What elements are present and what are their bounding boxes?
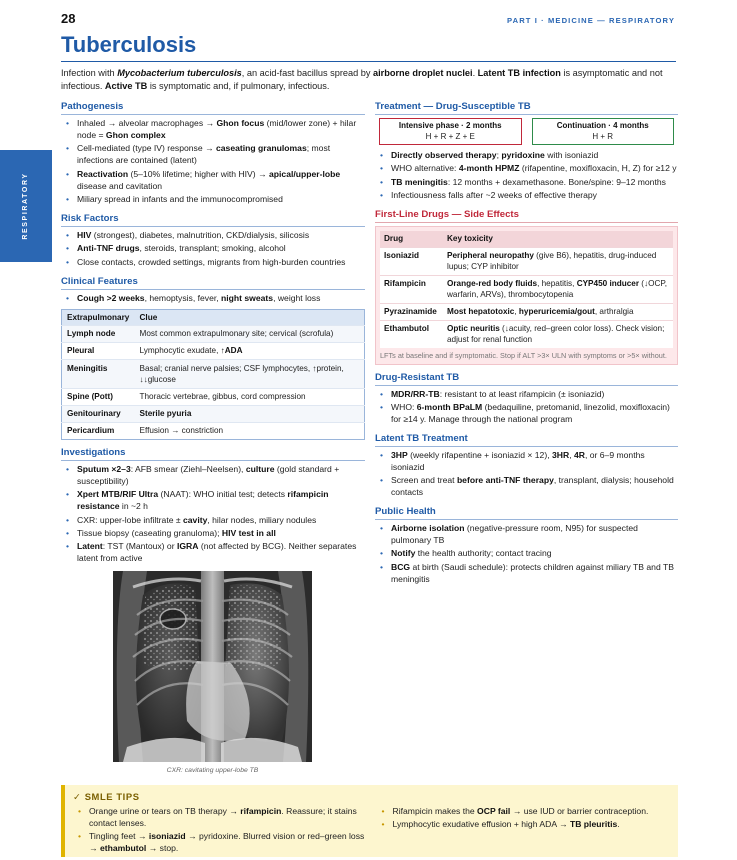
- list-item: • Cell-mediated (type IV) response → caseating granulomas; most infections are contained (latent): [61, 143, 365, 167]
- list-item: • Inhaled → alveolar macrophages → Ghon focus (mid/lower zone) + hilar node = Ghon complex: [61, 118, 365, 142]
- list-item: • Airborne isolation (negative-pressure room, N95) for suspected pulmonary TB: [375, 523, 678, 547]
- left-column: [61, 100, 365, 571]
- investigations-heading: Investigations: [61, 446, 365, 461]
- list-item: • HIV (strongest), diabetes, malnutrition, CKD/dialysis, silicosis: [61, 230, 365, 242]
- table-row: Isoniazid Peripheral neuropathy (give B6), hepatitis, drug-induced lupus; CYP inhibitor: [380, 247, 673, 275]
- pathogenesis-heading: Pathogenesis: [61, 100, 365, 115]
- section-label: PART I · MEDICINE — RESPIRATORY: [507, 16, 675, 25]
- list-item: • Notify the health authority; contact tracing: [375, 548, 678, 560]
- first-line-heading: First-Line Drugs — Side Effects: [375, 208, 678, 223]
- list-item: • Screen and treat before anti-TNF therapy, transplant, dialysis; household contacts: [375, 475, 678, 499]
- continuation-phase-box: Continuation · 4 months H + R: [532, 118, 675, 145]
- list-item: • Miliary spread in infants and the immunocompromised: [61, 194, 365, 206]
- table-row: Pyrazinamide Most hepatotoxic, hyperuricemia/gout, arthralgia: [380, 303, 673, 320]
- treatment-heading: Treatment — Drug-Susceptible TB: [375, 100, 678, 115]
- list-item: • Lymphocytic exudative effusion + high ADA → TB pleuritis.: [377, 819, 671, 831]
- list-item: • Rifampicin makes the OCP fail → use IUD or barrier contraception.: [377, 806, 671, 818]
- latent-treatment-heading: Latent TB Treatment: [375, 432, 678, 447]
- list-item: • Infectiousness falls after ~2 weeks of effective therapy: [375, 190, 678, 202]
- table-row: Pleural Lymphocytic exudate, ↑ADA: [62, 343, 365, 360]
- list-item: • Close contacts, crowded settings, migrants from high-burden countries: [61, 257, 365, 269]
- table-header: Drug: [380, 231, 443, 247]
- lft-note: LFTs at baseline and if symptomatic. Stop if ALT >3× ULN with symptoms or >5× without.: [380, 351, 667, 361]
- list-item: • Tissue biopsy (caseating granuloma); HIV test in all: [61, 528, 365, 540]
- table-row: Genitourinary Sterile pyuria: [62, 405, 365, 422]
- list-item: • Tingling feet → isoniazid → pyridoxine. Blurred vision or red–green loss → ethambutol → stop.: [73, 831, 367, 855]
- table-header: Extrapulmonary: [62, 309, 135, 325]
- smle-tips-box: [61, 785, 678, 857]
- list-item: • Sputum ×2–3: AFB smear (Ziehl–Neelsen), culture (gold standard + susceptibility): [61, 464, 365, 488]
- list-item: • Xpert MTB/RIF Ultra (NAAT): WHO initial test; detects rifampicin resistance in ~2 h: [61, 489, 365, 513]
- drug-resistant-heading: Drug-Resistant TB: [375, 371, 678, 386]
- table-header: Clue: [135, 309, 365, 325]
- table-row: Meningitis Basal; cranial nerve palsies; CSF lymphocytes, ↑protein, ↓↓glucose: [62, 360, 365, 388]
- check-icon: ✓: [73, 791, 82, 802]
- clinical-section: [61, 275, 365, 440]
- list-item: • Directly observed therapy; pyridoxine with isoniazid: [375, 150, 678, 162]
- first-line-section: [375, 208, 678, 365]
- drug-resistant-section: [375, 371, 678, 426]
- table-row: Pericardium Effusion → constriction: [62, 422, 365, 439]
- chest-xray-drawing: [113, 571, 312, 762]
- page-number: 28: [61, 11, 76, 26]
- table-row: Ethambutol Optic neuritis (↓acuity, red–green color loss). Check vision; adjust for renal function: [380, 320, 673, 348]
- list-item: • MDR/RR-TB: resistant to at least rifampicin (± isoniazid): [375, 389, 678, 401]
- treatment-section: [375, 100, 678, 202]
- list-item: • Reactivation (5–10% lifetime; higher with HIV) → apical/upper-lobe disease and cavitation: [61, 169, 365, 193]
- title-rule: [61, 61, 676, 62]
- list-item: • TB meningitis: 12 months + dexamethasone. Bone/spine: 9–12 months: [375, 177, 678, 189]
- list-item: • Anti-TNF drugs, steroids, transplant; smoking, alcohol: [61, 243, 365, 255]
- latent-treatment-section: [375, 432, 678, 499]
- intro-paragraph: Infection with Mycobacterium tuberculosis, an acid-fast bacillus spread by airborne droplet nuclei. Latent TB infection is asymptomatic and not infectious. Active TB is symptomatic and, if pulmonary, infectious.: [61, 68, 663, 92]
- risk-factors-section: [61, 212, 365, 269]
- extrapulmonary-table: [61, 309, 365, 440]
- list-item: • CXR: upper-lobe infiltrate ± cavity, hilar nodes, miliary nodules: [61, 515, 365, 527]
- list-item: • Latent: TST (Mantoux) or IGRA (not affected by BCG). Neither separates latent from active: [61, 541, 365, 565]
- table-row: Rifampicin Orange-red body fluids, hepatitis, CYP450 inducer (↓OCP, warfarin, ARVs), thrombocytopenia: [380, 275, 673, 303]
- drug-toxicity-table: [380, 231, 673, 348]
- chest-xray-image: [113, 571, 312, 762]
- side-tab-label: RESPIRATORY: [22, 172, 30, 240]
- figure-caption: CXR: cavitating upper-lobe TB: [166, 767, 259, 774]
- pathogenesis-section: [61, 100, 365, 206]
- clinical-heading: Clinical Features: [61, 275, 365, 290]
- public-health-section: [375, 505, 678, 586]
- page-title: Tuberculosis: [61, 32, 197, 57]
- tips-heading: ✓ SMLE TIPS: [73, 791, 140, 802]
- list-item: • 3HP (weekly rifapentine + isoniazid × 12), 3HR, 4R, or 6–9 months isoniazid: [375, 450, 678, 474]
- side-tab: [0, 150, 52, 262]
- list-item: • Orange urine or tears on TB therapy → rifampicin. Reassure; it stains contact lenses.: [73, 806, 367, 830]
- list-item: • WHO alternative: 4-month HPMZ (rifapentine, moxifloxacin, H, Z) for ≥12 y: [375, 163, 678, 175]
- intensive-phase-box: Intensive phase · 2 months H + R + Z + E: [379, 118, 522, 145]
- list-item: • BCG at birth (Saudi schedule): protects children against miliary TB and TB meningitis: [375, 562, 678, 586]
- right-column: [375, 100, 678, 592]
- public-health-heading: Public Health: [375, 505, 678, 520]
- table-header: Key toxicity: [443, 231, 673, 247]
- table-row: Lymph node Most common extrapulmonary site; cervical (scrofula): [62, 325, 365, 342]
- list-item: • Cough >2 weeks, hemoptysis, fever, night sweats, weight loss: [61, 293, 365, 305]
- investigations-section: [61, 446, 365, 565]
- table-row: Spine (Pott) Thoracic vertebrae, gibbus, cord compression: [62, 388, 365, 405]
- risk-factors-heading: Risk Factors: [61, 212, 365, 227]
- list-item: • WHO: 6-month BPaLM (bedaquiline, pretomanid, linezolid, moxifloxacin) for ≥14 y. Manage through the national program: [375, 402, 678, 426]
